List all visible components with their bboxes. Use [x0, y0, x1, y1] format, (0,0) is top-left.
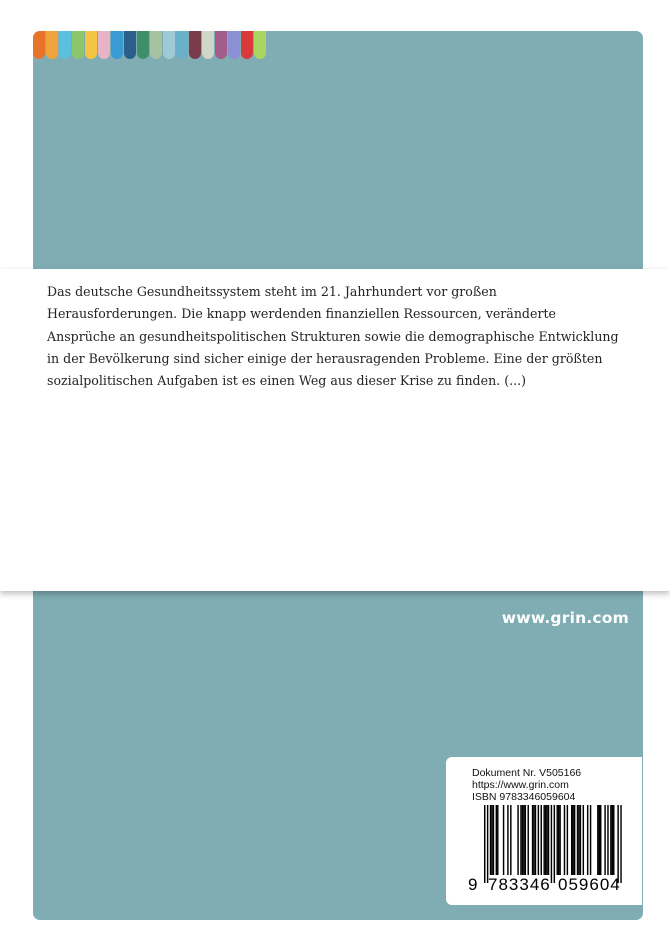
color-stripe: [241, 31, 253, 59]
barcode-bar: [517, 805, 518, 875]
color-stripe: [137, 31, 149, 59]
barcode-bar: [545, 805, 546, 875]
barcode-bar: [610, 805, 611, 875]
color-stripe: [150, 31, 162, 59]
barcode-bar: [528, 805, 529, 875]
barcode-bar: [497, 805, 498, 875]
barcode-bar: [546, 805, 547, 875]
barcode-bar: [597, 805, 598, 875]
color-stripe: [33, 31, 45, 59]
publisher-url[interactable]: www.grin.com: [501, 609, 629, 627]
barcode-bar: [487, 805, 488, 883]
barcode-bar: [548, 805, 549, 875]
blurb-text: Das deutsche Gesundheitssystem steht im 21. Jahrhundert vor großen Herausforderungen. Die knapp werdenden finanziellen Ressourcen, veränderte Ansprüche an gesundheitspolitischen Strukturen sowie die demographische Entwicklung in der Bevölkerung sind sicher einige der herausragenden Probleme. Eine der größten sozialpolitischen Aufgaben ist es einen Weg aus dieser Krise zu finden. (...): [47, 284, 619, 389]
barcode-bar: [510, 805, 511, 875]
color-stripe: [46, 31, 58, 59]
color-stripe: [72, 31, 84, 59]
barcode-bar: [607, 805, 608, 875]
color-stripe: [215, 31, 227, 59]
barcode-digits-left: 783346: [488, 875, 551, 894]
barcode-bar: [590, 805, 591, 875]
color-stripe: [85, 31, 97, 59]
barcode-bar: [507, 805, 508, 875]
barcode-bar: [578, 805, 579, 875]
barcode-bar: [604, 805, 605, 875]
barcode-bar: [580, 805, 581, 875]
blurb-band: [0, 269, 670, 591]
barcode-bar: [554, 805, 555, 883]
color-stripe: [59, 31, 71, 59]
barcode-bar: [564, 805, 565, 875]
barcode-bar: [572, 805, 573, 875]
document-url: https://www.grin.com: [472, 779, 569, 791]
barcode-bar: [520, 805, 521, 875]
isbn-label: ISBN 9783346059604: [472, 791, 576, 803]
color-stripe: [189, 31, 201, 59]
barcode-bar: [484, 805, 485, 883]
barcode-box: [446, 757, 642, 905]
barcode-bar: [535, 805, 536, 875]
color-stripe: [124, 31, 136, 59]
color-stripe: [98, 31, 110, 59]
barcode-bar: [541, 805, 542, 875]
barcode-bar: [496, 805, 497, 875]
color-stripe: [228, 31, 240, 59]
barcode-bar: [532, 805, 533, 875]
document-number: Dokument Nr. V505166: [472, 767, 582, 779]
color-stripe: [176, 31, 188, 59]
barcode-bar: [574, 805, 575, 875]
barcode-bar: [599, 805, 600, 875]
color-stripe-strip: [33, 31, 267, 59]
color-stripe: [111, 31, 123, 59]
barcode-bar: [613, 805, 614, 875]
color-stripe: [202, 31, 214, 59]
barcode-bar: [577, 805, 578, 875]
barcode-bar: [503, 805, 504, 875]
barcode-bar: [551, 805, 552, 883]
color-stripe: [163, 31, 175, 59]
barcode-bar: [533, 805, 534, 875]
barcode-bar: [583, 805, 584, 875]
barcode-bar: [558, 805, 559, 875]
barcode-bar: [571, 805, 572, 875]
color-stripe: [254, 31, 266, 59]
barcode-bar: [557, 805, 558, 875]
barcode-bar: [620, 805, 621, 883]
barcode-bar: [522, 805, 523, 875]
barcode-bar: [587, 805, 588, 875]
barcode-bar: [600, 805, 601, 875]
top-color-panel: [33, 31, 643, 269]
barcode-digit-prefix: 9: [468, 875, 479, 894]
barcode-bar: [612, 805, 613, 875]
barcode-bar: [493, 805, 494, 875]
barcode-bar: [538, 805, 539, 875]
barcode-digits-right: 059604: [558, 875, 621, 894]
barcode-bar: [567, 805, 568, 875]
barcode-bar: [525, 805, 526, 875]
barcode-bar: [559, 805, 560, 875]
barcode-bar: [543, 805, 544, 875]
barcode-bar: [490, 805, 491, 875]
barcode-bar: [523, 805, 524, 875]
barcode-bar: [617, 805, 618, 883]
barcode-bar: [491, 805, 492, 875]
